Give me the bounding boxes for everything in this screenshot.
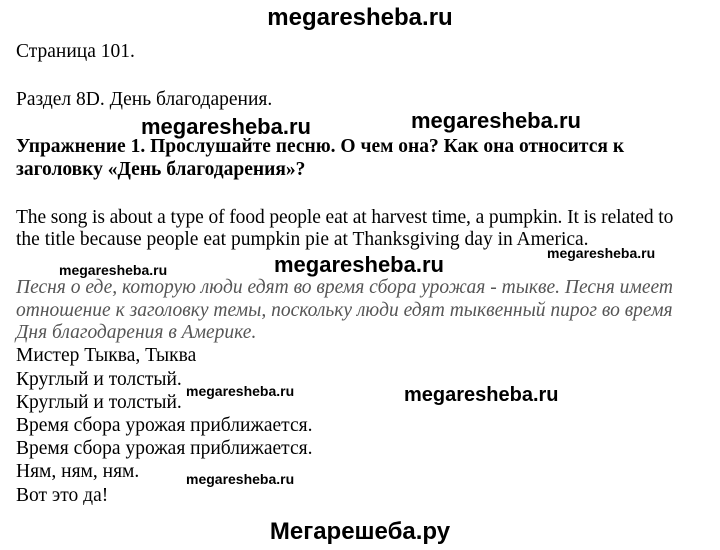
watermark: megaresheba.ru: [186, 471, 295, 487]
section-title: Раздел 8D. День благодарения.: [16, 89, 273, 110]
song-line: Круглый и толстый.: [16, 392, 182, 413]
exercise-heading-line1: Упражнение 1. Прослушайте песню. О чем она? Как она относится к: [16, 136, 625, 157]
song-line: Вот это да!: [16, 485, 109, 506]
answer-ru-line1: Песня о еде, которую люди едят во время сбора урожая - тыкве. Песня имеет: [16, 277, 673, 298]
song-line: Круглый и толстый.: [16, 369, 182, 390]
answer-ru-line3: Дня благодарения в Америке.: [16, 322, 257, 343]
song-line: Время сбора урожая приближается.: [16, 415, 313, 436]
watermark: megaresheba.ru: [547, 245, 656, 261]
watermark: megaresheba.ru: [141, 114, 311, 139]
footer-brand[interactable]: Мегарешеба.ру: [269, 518, 451, 545]
page-number: Страница 101.: [16, 41, 135, 62]
song-line: Мистер Тыква, Тыква: [16, 345, 197, 366]
watermark: megaresheba.ru: [186, 383, 295, 399]
site-title[interactable]: megaresheba.ru: [267, 4, 453, 31]
song-line: Время сбора урожая приближается.: [16, 438, 313, 459]
watermark: megaresheba.ru: [59, 262, 168, 278]
watermark: megaresheba.ru: [411, 108, 581, 133]
answer-en-line1: The song is about a type of food people eat at harvest time, a pumpkin. It is related to: [16, 207, 674, 228]
answer-ru-line2: отношение к заголовку темы, поскольку люди едят тыквенный пирог во время: [16, 300, 673, 321]
song-line: Ням, ням, ням.: [16, 461, 140, 482]
watermark: megaresheba.ru: [274, 252, 444, 277]
watermark: megaresheba.ru: [404, 384, 559, 406]
exercise-heading-line2: заголовку «День благодарения»?: [16, 159, 306, 180]
answer-en-line2: the title because people eat pumpkin pie at Thanksgiving day in America.: [16, 229, 589, 250]
